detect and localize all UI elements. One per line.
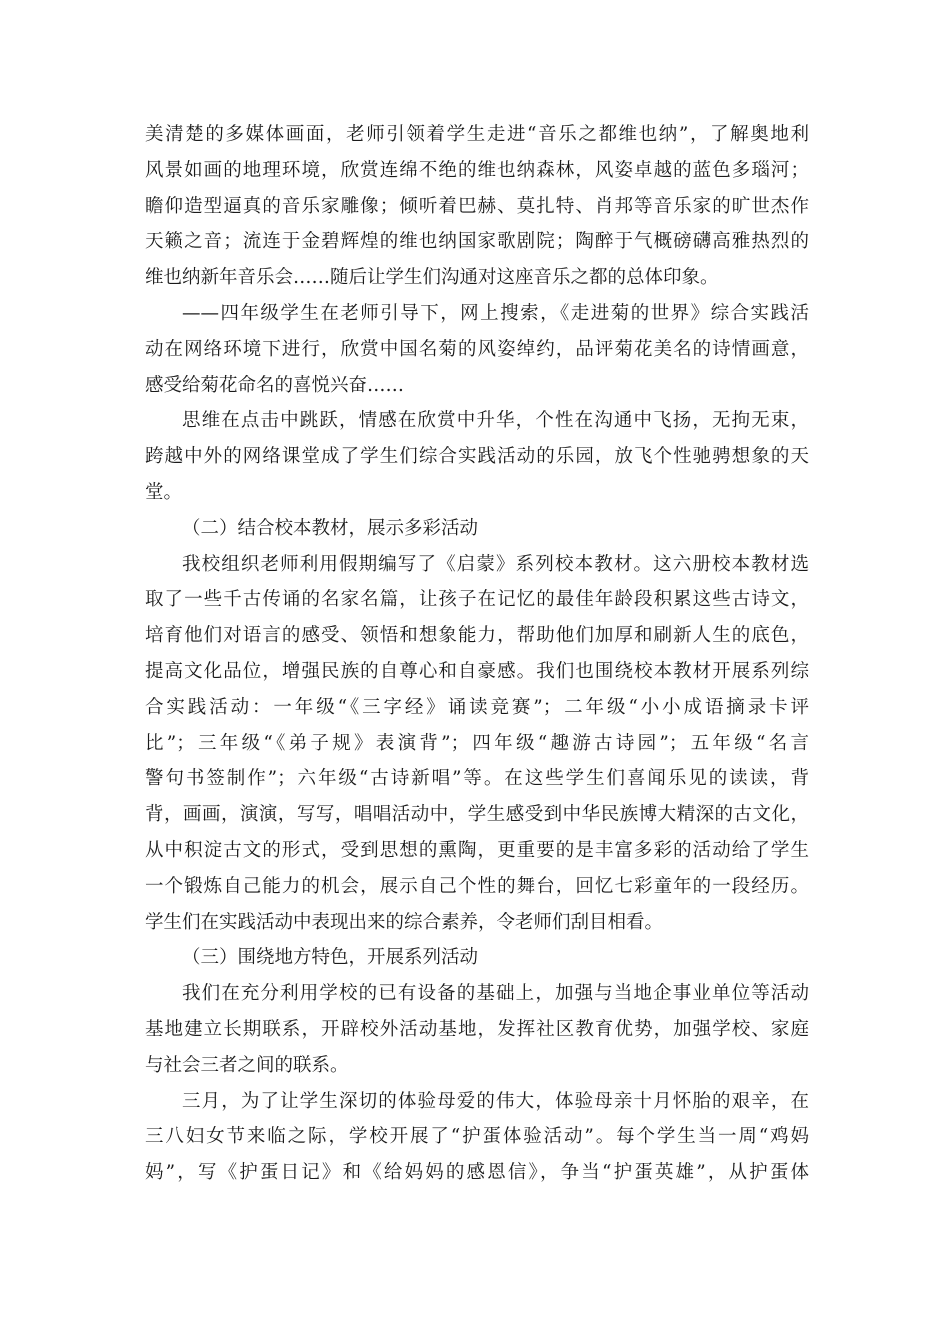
paragraph-chrysanthemum xyxy=(145,296,809,403)
text-line: 取了一些千古传诵的名家名篇，让孩子在记忆的最佳年龄段积累这些古诗文， xyxy=(145,589,809,611)
text-line: 警句书签制作”；六年级“古诗新唱”等。在这些学生们喜闻乐见的读读，背 xyxy=(145,768,809,790)
section-heading-2: （二）结合校本教材，展示多彩活动 xyxy=(182,517,479,539)
text-line: ——四年级学生在老师引导下，网上搜索，《走进菊的世界》综合实践活 xyxy=(182,302,809,324)
text-line: 比”；三年级“《弟子规》表演背”；四年级“趣游古诗园”；五年级“名言 xyxy=(145,732,809,754)
text-line: 天籁之音；流连于金碧辉煌的维也纳国家歌剧院；陶醉于气概磅礴高雅热烈的 xyxy=(145,231,809,253)
text-line: 合实践活动：一年级“《三字经》诵读竞赛”；二年级“小小成语摘录卡评 xyxy=(145,696,809,718)
text-line: 与社会三者之间的联系。 xyxy=(145,1054,349,1076)
text-line: 动在网络环境下进行，欣赏中国名菊的风姿绰约，品评菊花美名的诗情画意， xyxy=(145,338,809,360)
text-line: 我们在充分利用学校的已有设备的基础上，加强与当地企事业单位等活动 xyxy=(182,983,809,1005)
body-text xyxy=(145,117,809,1191)
text-line: 从中积淀古文的形式，受到思想的熏陶，更重要的是丰富多彩的活动给了学生 xyxy=(145,839,809,861)
text-line: 维也纳新年音乐会……随后让学生们沟通对这座音乐之都的总体印象。 xyxy=(145,267,719,289)
paragraph-vienna xyxy=(145,117,809,296)
text-line: 三月，为了让学生深切的体验母爱的伟大，体验母亲十月怀胎的艰辛，在 xyxy=(182,1090,809,1112)
text-line: 学生们在实践活动中表现出来的综合素养，令老师们刮目相看。 xyxy=(145,911,664,933)
text-line: 美清楚的多媒体画面，老师引领着学生走进“音乐之都维也纳”，了解奥地利 xyxy=(145,124,809,145)
text-line: 堂。 xyxy=(145,481,183,503)
text-line: 感受给菊花命名的喜悦兴奋…… xyxy=(145,374,405,396)
text-line: 思维在点击中跳跃，情感在欣赏中升华，个性在沟通中飞扬，无拘无束， xyxy=(182,410,809,432)
text-line: 提高文化品位，增强民族的自尊心和自豪感。我们也围绕校本教材开展系列综 xyxy=(145,660,809,682)
text-line: 一个锻炼自己能力的机会，展示自己个性的舞台，回忆七彩童年的一段经历。 xyxy=(145,875,809,897)
paragraph-school-textbook xyxy=(145,547,809,941)
text-line: 风景如画的地理环境，欣赏连绵不绝的维也纳森林，风姿卓越的蓝色多瑙河； xyxy=(145,159,809,181)
paragraph-network-classroom xyxy=(145,403,809,510)
text-line: 基地建立长期联系，开辟校外活动基地，发挥社区教育优势，加强学校、家庭 xyxy=(145,1018,809,1040)
text-line: 妈”，写《护蛋日记》和《给妈妈的感恩信》，争当“护蛋英雄”，从护蛋体 xyxy=(145,1162,809,1184)
text-line: 背，画画，演演，写写，唱唱活动中，学生感受到中华民族博大精深的古文化， xyxy=(145,804,809,826)
text-line: 三八妇女节来临之际，学校开展了“护蛋体验活动”。每个学生当一周“鸡妈 xyxy=(145,1126,809,1148)
text-line: 培育他们对语言的感受、领悟和想象能力，帮助他们加厚和刷新人生的底色， xyxy=(145,625,809,647)
text-line: 跨越中外的网络课堂成了学生们综合实践活动的乐园，放飞个性驰骋想象的天 xyxy=(145,446,809,468)
section-heading-3: （三）围绕地方特色，开展系列活动 xyxy=(182,947,479,969)
text-line: 我校组织老师利用假期编写了《启蒙》系列校本教材。这六册校本教材选 xyxy=(182,553,809,575)
paragraph-local-base xyxy=(145,976,809,1083)
paragraph-egg-activity xyxy=(145,1084,809,1191)
text-line: 瞻仰造型逼真的音乐家雕像；倾听着巴赫、莫扎特、肖邦等音乐家的旷世杰作 xyxy=(145,195,809,217)
